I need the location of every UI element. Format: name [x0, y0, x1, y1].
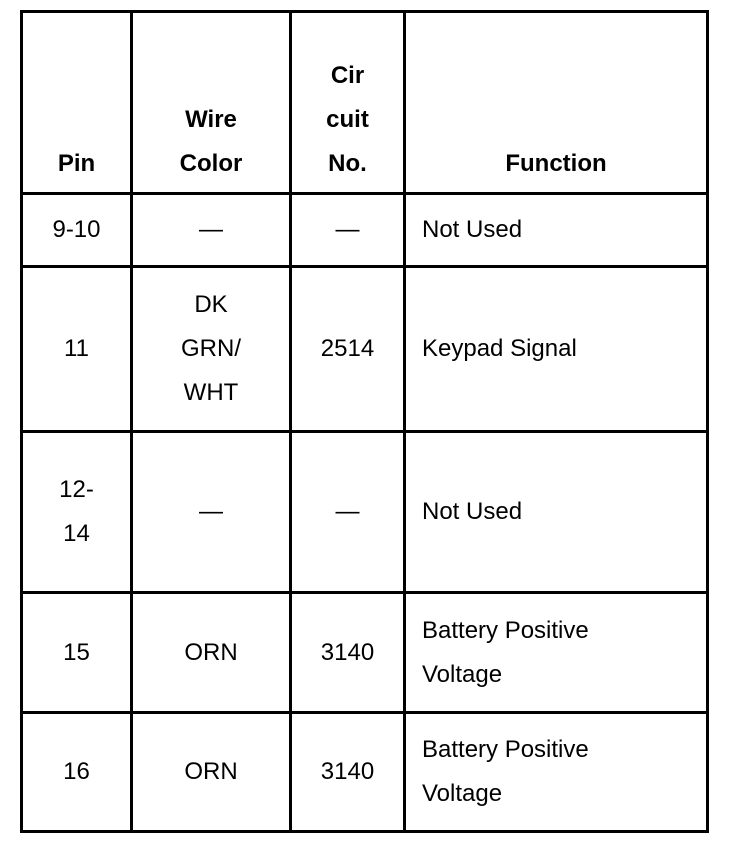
- cell-function: [405, 267, 708, 432]
- table-row: [22, 593, 708, 713]
- cell-function-line-1: Keypad Signal: [422, 335, 577, 362]
- cell-pin-line-1: 16: [63, 758, 90, 785]
- header-pin-label: Pin: [57, 150, 96, 177]
- cell-pin-line-1: 12-: [59, 476, 94, 503]
- header-pin: [22, 12, 132, 194]
- cell-circuit-no: —: [291, 432, 405, 593]
- cell-wire-color-line-1: ORN: [184, 758, 238, 785]
- cell-pin-line-1: 11: [64, 335, 89, 362]
- cell-function-line-1: Not Used: [422, 498, 523, 525]
- cell-function: [405, 432, 708, 593]
- cell-wire-color: [132, 713, 291, 832]
- cell-pin: [22, 593, 132, 713]
- cell-wire-color-line-1: —: [199, 498, 223, 525]
- header-function: [405, 12, 708, 194]
- cell-wire-color-line-2: GRN/: [181, 335, 241, 362]
- cell-wire-color: [132, 593, 291, 713]
- header-circuit-no-line-2: cuit: [326, 106, 369, 133]
- cell-function-line-1: Not Used: [422, 216, 523, 243]
- cell-function: [405, 713, 708, 832]
- cell-wire-color-line-3: WHT: [183, 379, 239, 406]
- cell-pin: [22, 267, 132, 432]
- table-row: [22, 194, 708, 267]
- cell-wire-color-line-1: DK: [194, 291, 228, 318]
- cell-function-line-1: Battery Positive: [422, 616, 589, 644]
- cell-function: [405, 194, 708, 267]
- cell-circuit-no: 3140: [291, 713, 405, 832]
- cell-circuit-no: 3140: [291, 593, 405, 713]
- cell-wire-color-line-1: ORN: [184, 638, 238, 666]
- cell-pin: [22, 432, 132, 593]
- table-row: [22, 267, 708, 432]
- cell-pin: [22, 713, 132, 832]
- table-header-row: [22, 12, 708, 194]
- table-row: [22, 432, 708, 593]
- header-circuit-no: [291, 12, 405, 194]
- cell-pin-line-1: 9-10: [52, 216, 101, 243]
- header-wire-color-line-1: Wire: [185, 106, 237, 133]
- cell-function-line-2: Voltage: [422, 780, 503, 807]
- cell-function-line-1: Battery Positive: [422, 736, 589, 763]
- cell-pin-line-2: 14: [63, 520, 90, 547]
- connector-pinout-table: [20, 10, 709, 833]
- cell-pin-line-1: 15: [63, 638, 90, 666]
- cell-wire-color: [132, 432, 291, 593]
- cell-wire-color: [132, 194, 291, 267]
- table-row: [22, 713, 708, 832]
- cell-function-line-2: Voltage: [422, 660, 503, 688]
- cell-wire-color-line-1: —: [199, 216, 223, 243]
- cell-function: [405, 593, 708, 713]
- header-wire-color: [132, 12, 291, 194]
- header-circuit-no-line-3: No.: [328, 150, 367, 177]
- cell-circuit-no: 2514: [291, 267, 405, 432]
- cell-pin: [22, 194, 132, 267]
- header-circuit-no-line-1: Cir: [330, 62, 365, 89]
- cell-circuit-no: —: [291, 194, 405, 267]
- header-function-label: Function: [505, 150, 607, 177]
- header-wire-color-line-2: Color: [179, 150, 243, 177]
- cell-wire-color: [132, 267, 291, 432]
